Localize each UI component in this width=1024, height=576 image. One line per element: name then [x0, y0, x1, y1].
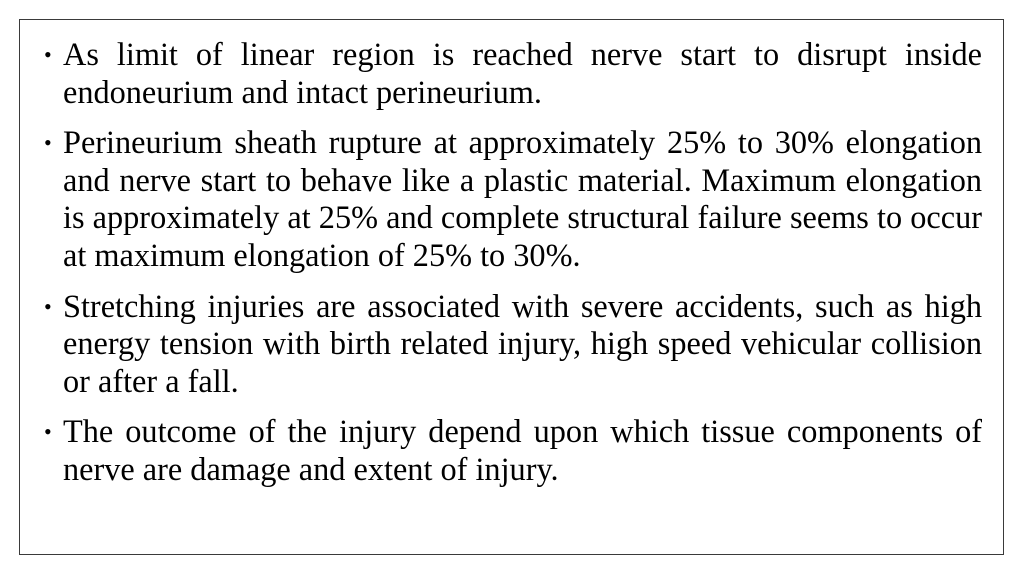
bullet-item — [44, 36, 982, 111]
bullet-text: Perineurium sheath rupture at approximately 25% to 30% elongation and nerve start to behave like a plastic material. Maximum elongation is approximately at 25% and complete structural failure seems to occur at maximum elongation of 25% to 30%. — [63, 124, 982, 273]
bullet-icon: • — [44, 130, 52, 156]
bullet-text: Stretching injuries are associated with severe accidents, such as high energy tension with birth related injury, high speed vehicular collision or after a fall. — [63, 287, 982, 399]
bullet-list — [44, 36, 982, 502]
bullet-icon: • — [44, 419, 52, 445]
bullet-item — [44, 413, 982, 488]
bullet-text: The outcome of the injury depend upon which tissue components of nerve are damage and extent of injury. — [63, 413, 982, 487]
bullet-icon: • — [44, 42, 52, 67]
bullet-item — [44, 124, 982, 274]
bullet-icon: • — [44, 293, 52, 319]
bullet-item — [44, 288, 982, 401]
bullet-text: As limit of linear region is reached nerve start to disrupt inside endoneurium and intact perineurium. — [63, 36, 982, 110]
